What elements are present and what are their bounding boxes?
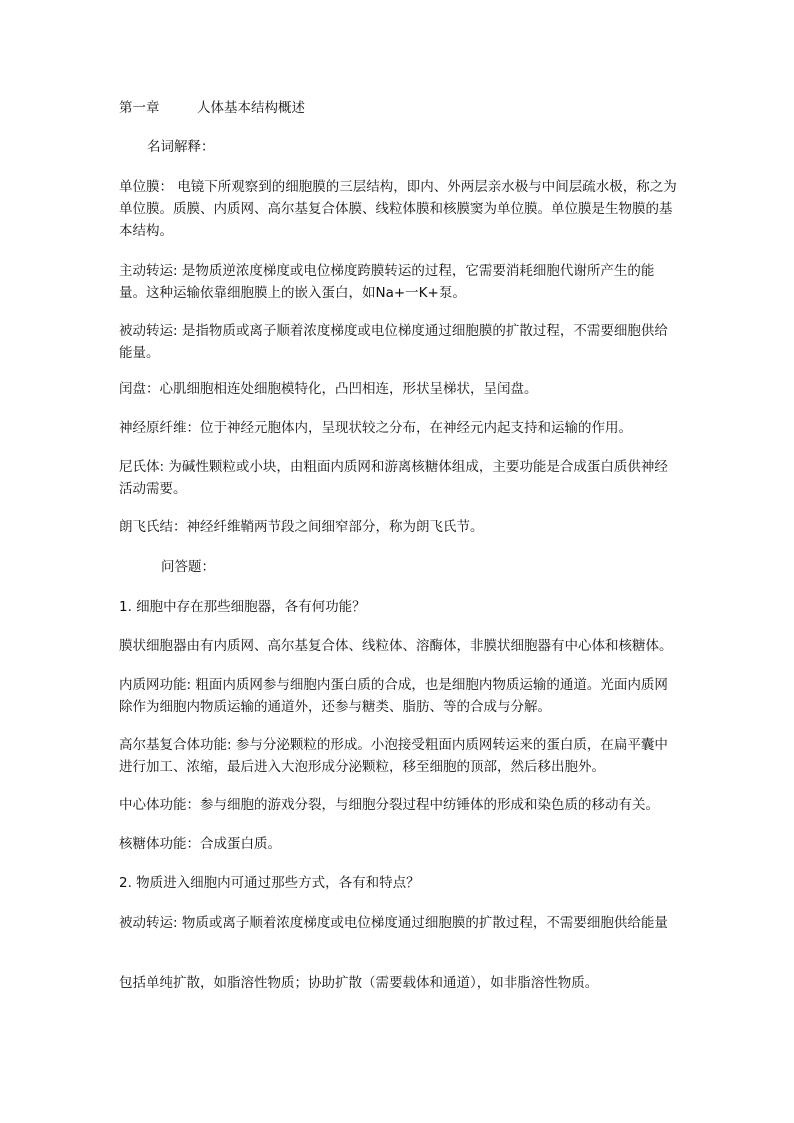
section-heading-terms: 名词解释： [147, 139, 215, 155]
answer-1-centrosome: 中心体功能：参与细胞的游戏分裂，与细胞分裂过程中纺锤体的形成和染色质的移动有关。 [119, 797, 659, 813]
term-ranvier-node: 朗飞氏结：神经纤维鞘两节段之间细窄部分，称为朗飞氏节。 [119, 519, 484, 535]
answer-2-diffusion: 包括单纯扩散，如脂溶性物质；协助扩散（需要载体和通道），如非脂溶性物质。 [119, 975, 599, 991]
chapter-number: 第一章 [119, 100, 160, 116]
question-2: 2. 物质进入细胞内可通过那些方式，各有和特点？ [119, 875, 420, 891]
term-intercalated-disc: 闰盘：心肌细胞相连处细胞模特化，凸凹相连，形状呈梯状，呈闰盘。 [119, 381, 538, 397]
term-neurofibril: 神经原纤维：位于神经元胞体内，呈现状较之分布，在神经元内起支持和运输的作用。 [119, 420, 632, 436]
term-active-transport: 主动转运: 是物质逆浓度梯度或电位梯度跨膜转运的过程，它需要消耗细胞代谢所产生的能量。这种运输依靠细胞膜上的嵌入蛋白，如Na+一K+泵。 [119, 263, 655, 301]
term-passive-transport: 被动转运: 是指物质或离子顺着浓度梯度或电位梯度通过细胞膜的扩散过程，不需要细胞供给能量。 [119, 323, 668, 361]
answer-1-er: 内质网功能: 粗面内质网参与细胞内蛋白质的合成，也是细胞内物质运输的通道。光面内质网除作为细胞内物质运输的通道外，还参与糖类、脂肪、等的合成与分解。 [119, 677, 668, 715]
answer-1-overview: 膜状细胞器由有内质网、高尔基复合体、线粒体、溶酶体，非膜状细胞器有中心体和核糖体。 [119, 638, 673, 654]
section-heading-qa: 问答题： [161, 559, 215, 575]
question-1: 1. 细胞中存在那些细胞器，各有何功能？ [119, 599, 366, 615]
term-unit-membrane: 单位膜： 电镜下所观察到的细胞膜的三层结构，即内、外两层亲水极与中间层疏水极，称之为单位膜。质膜、内质网、高尔基复合体膜、线粒体膜和核膜窦为单位膜。单位膜是生物膜的基本结构。 [119, 179, 677, 239]
term-nissl-body: 尼氏体: 为碱性颗粒或小块，由粗面内质网和游离核糖体组成，主要功能是合成蛋白质供神经活动需要。 [119, 459, 668, 497]
answer-1-ribosome: 核糖体功能：合成蛋白质。 [119, 836, 281, 852]
answer-2-passive: 被动转运: 物质或离子顺着浓度梯度或电位梯度通过细胞膜的扩散过程，不需要细胞供给能量 [119, 915, 668, 931]
chapter-title: 人体基本结构概述 [197, 100, 305, 116]
answer-1-golgi: 高尔基复合体功能: 参与分泌颗粒的形成。小泡接受粗面内质网转运来的蛋白质，在扁平囊中进行加工、浓缩，最后进入大泡形成分泌颗粒，移至细胞的顶部，然后移出胞外。 [119, 737, 668, 775]
